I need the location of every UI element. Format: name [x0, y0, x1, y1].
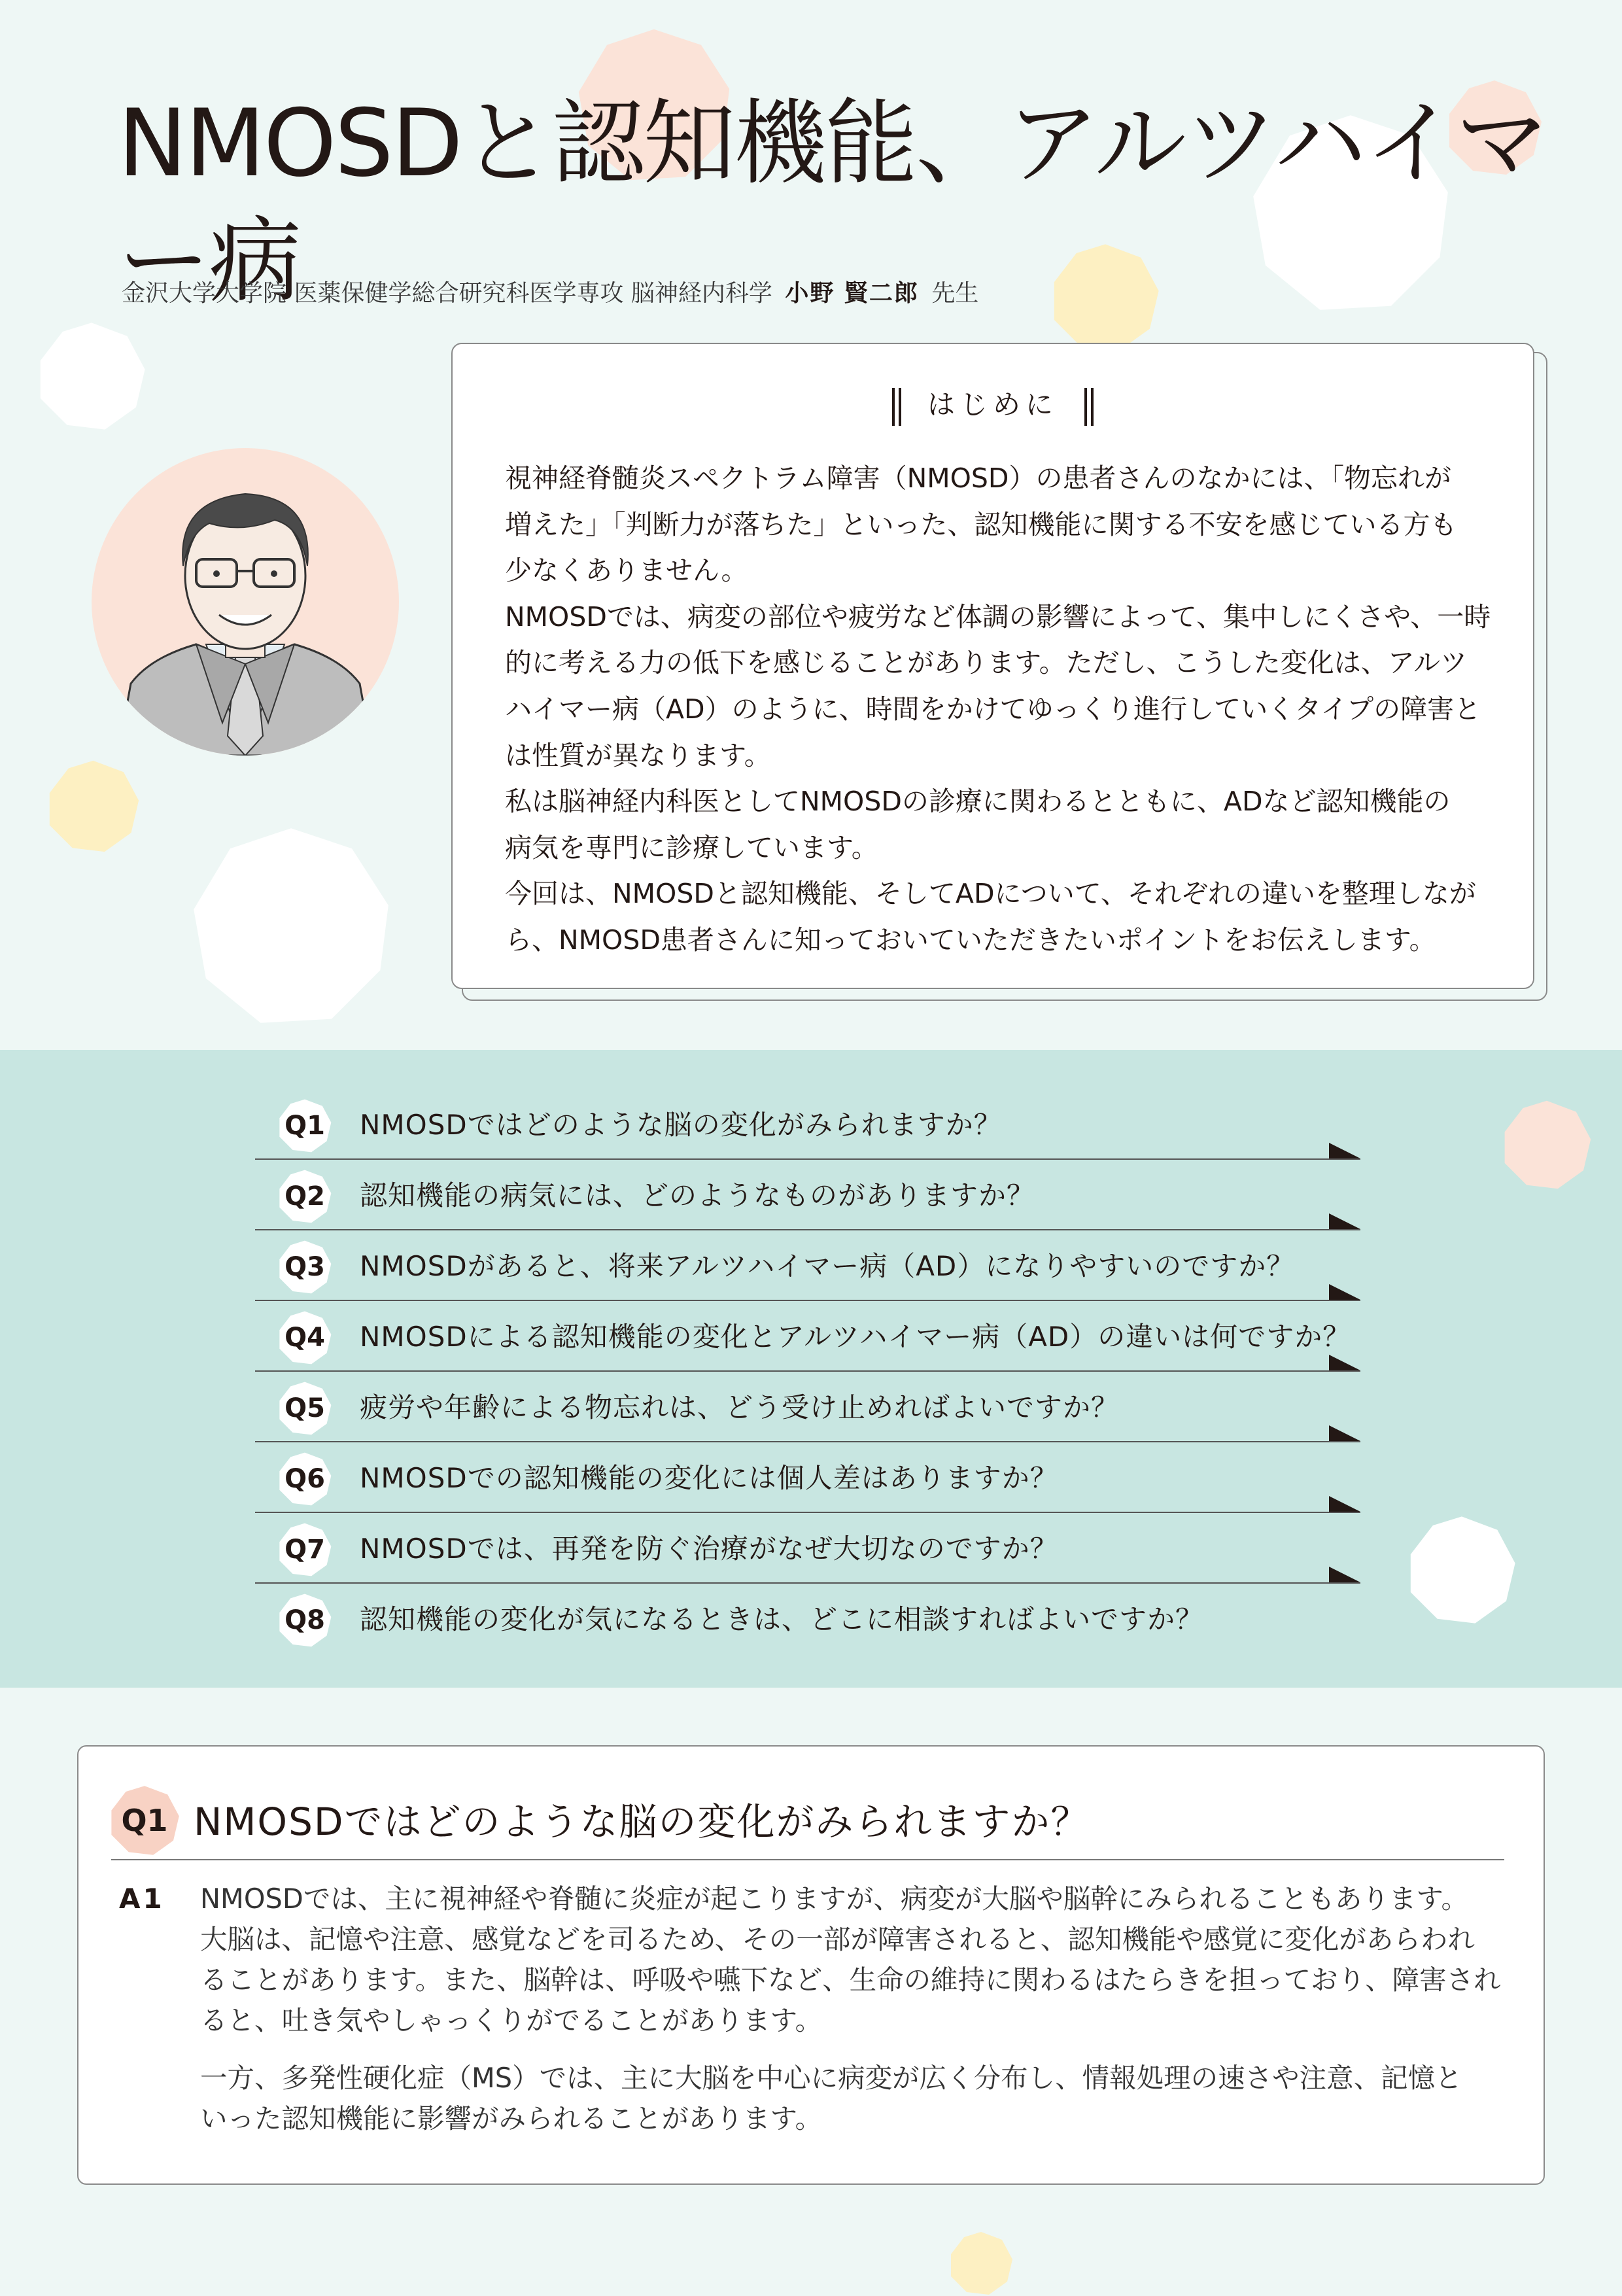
question-item-q6[interactable]: [255, 1442, 1360, 1513]
question-text: NMOSDによる認知機能の変化とアルツハイマー病（AD）の違いは何ですか？: [360, 1321, 1351, 1353]
q1-section-title: NMOSDではどのような脳の変化がみられますか？: [194, 1800, 1090, 1844]
question-text: 疲労や年齢による物忘れは、どう受け止めればよいですか？: [360, 1391, 1120, 1423]
question-item-q1[interactable]: [255, 1089, 1360, 1160]
intro-line: ハイマー病（AD）のように、時間をかけてゆっくり進行していくタイプの障害と: [505, 693, 1481, 725]
q3-badge: Q3: [277, 1240, 332, 1295]
question-item-q2[interactable]: [255, 1160, 1360, 1230]
arrow-right-icon: [1329, 1213, 1360, 1229]
q1-badge: Q1: [277, 1098, 332, 1153]
q1-answer-section: [77, 1745, 1545, 2185]
author-affiliation: 金沢大学大学院 医薬保健学総合研究科医学専攻 脳神経内科学: [122, 280, 772, 307]
answer-body: [200, 1879, 1506, 2156]
q7-badge: Q7: [277, 1522, 332, 1577]
answer-paragraph-1: NMOSDでは、主に視神経や脊髄に炎症が起こりますが、病変が大脳や脳幹にみられることもあります。 大脳は、記憶や注意、感覚などを司るため、その一部が障害されると、認知機能や感覚に変化があらわれ ることがあります。また、脳幹は、呼吸や嚥下など、生命の維持に関わるはたらきを担っており、障害され ると、吐き気やしゃっくりがでることがあります。: [200, 1883, 1501, 2036]
question-item-q4[interactable]: [255, 1301, 1360, 1372]
decorative-polygon-yellow-left: [46, 759, 141, 854]
intro-line: 視神経脊髄炎スペクトラム障害（NMOSD）の患者さんのなかには、「物忘れが: [505, 462, 1451, 494]
arrow-right-icon: [1329, 1355, 1360, 1370]
decorative-polygon-yellow-bottom: [948, 2231, 1014, 2296]
intro-line: ら、NMOSD患者さんに知っておいていただきたいポイントをお伝えします。: [505, 924, 1436, 956]
doctor-portrait-illustration: [92, 448, 399, 756]
decorative-polygon-white-large-left: [190, 824, 392, 1027]
q6-badge: Q6: [277, 1452, 332, 1506]
question-item-q3[interactable]: [255, 1230, 1360, 1301]
intro-line: 今回は、NMOSDと認知機能、そしてADについて、それぞれの違いを整理しなが: [505, 878, 1476, 910]
q8-badge: Q8: [277, 1593, 332, 1648]
intro-line: は性質が異なります。: [505, 739, 771, 771]
decorative-polygon-pink-band: [1501, 1099, 1593, 1191]
answer-paragraph-2: 一方、多発性硬化症（MS）では、主に大脳を中心に病変が広く分布し、情報処理の速さや注意、記憶と いった認知機能に影響がみられることがあります。: [200, 2062, 1462, 2134]
q4-badge: Q4: [277, 1310, 332, 1365]
arrow-right-icon: [1329, 1284, 1360, 1300]
intro-heading: [453, 383, 1533, 426]
intro-body: [505, 455, 1494, 964]
author-name: 小野 賢二郎: [785, 280, 919, 307]
intro-heading-text: はじめに: [927, 389, 1058, 421]
arrow-right-icon: [1329, 1567, 1360, 1582]
author-honorific: 先生: [931, 280, 979, 307]
q2-badge: Q2: [277, 1169, 332, 1224]
question-text: 認知機能の病気には、どのようなものがありますか？: [360, 1179, 1035, 1211]
heading-bar-right: [1084, 388, 1094, 426]
arrow-right-icon: [1329, 1143, 1360, 1158]
question-text: NMOSDでは、再発を防ぐ治療がなぜ大切なのですか？: [360, 1533, 1058, 1565]
arrow-right-icon: [1329, 1496, 1360, 1512]
question-text: NMOSDでの認知機能の変化には個人差はありますか？: [360, 1462, 1058, 1494]
q1-section-badge: Q1: [109, 1784, 181, 1856]
intro-line: 増えた」「判断力が落ちた」といった、認知機能に関する不安を感じている方も: [505, 508, 1457, 540]
divider: [111, 1859, 1504, 1860]
decorative-polygon-white-left: [36, 321, 147, 432]
author-line: [122, 275, 978, 308]
intro-line: 私は脳神経内科医としてNMOSDの診療に関わるとともに、ADなど認知機能の: [505, 786, 1451, 818]
question-item-q7[interactable]: [255, 1513, 1360, 1584]
decorative-polygon-white-band: [1406, 1514, 1517, 1626]
intro-line: NMOSDでは、病変の部位や疲労など体調の影響によって、集中しにくさや、一時: [505, 600, 1491, 633]
intro-line: 病気を専門に診療しています。: [505, 831, 878, 863]
heading-bar-left: [892, 388, 901, 426]
intro-box: [451, 343, 1534, 989]
question-text: NMOSDがあると、将来アルツハイマー病（AD）になりやすいのですか？: [360, 1250, 1295, 1282]
question-item-q5[interactable]: [255, 1372, 1360, 1442]
intro-line: 少なくありません。: [505, 555, 748, 587]
answer-label: A1: [119, 1883, 165, 1915]
question-list-band: [0, 1050, 1622, 1688]
question-text: 認知機能の変化が気になるときは、どこに相談すればよいですか？: [360, 1603, 1204, 1635]
page-title: NMOSDと認知機能、アルツハイマー病: [118, 90, 1547, 315]
question-item-q8[interactable]: [255, 1584, 1360, 1654]
question-text: NMOSDではどのような脳の変化がみられますか？: [360, 1109, 1002, 1141]
q5-badge: Q5: [277, 1381, 332, 1436]
intro-line: 的に考える力の低下を感じることがあります。ただし、こうした変化は、アルツ: [505, 647, 1468, 679]
arrow-right-icon: [1329, 1425, 1360, 1441]
